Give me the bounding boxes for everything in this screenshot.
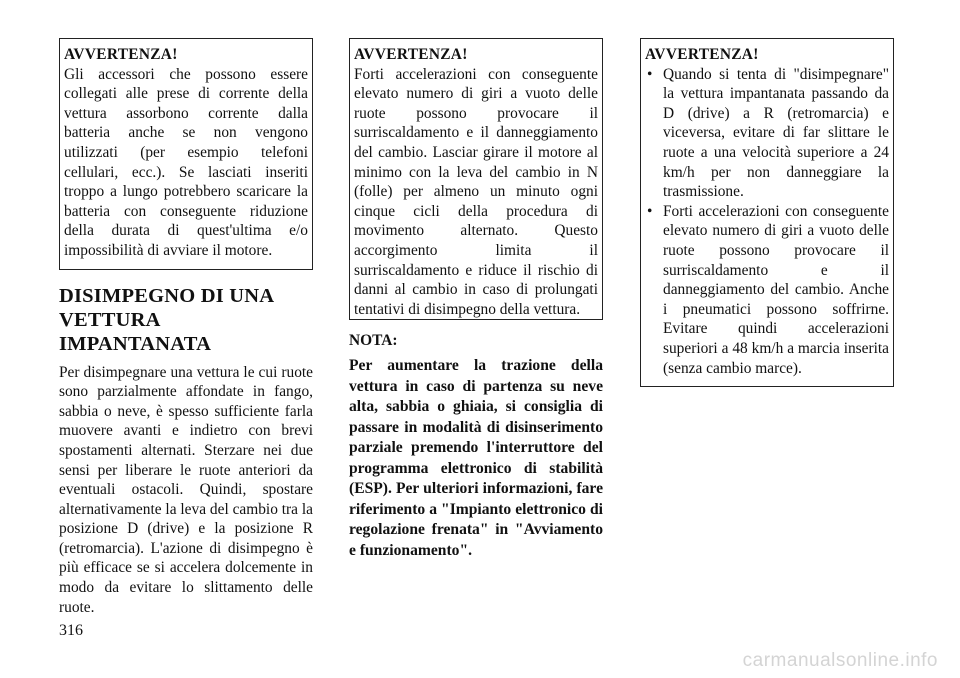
bullet-icon: • — [647, 65, 653, 83]
warning-box — [349, 38, 603, 320]
warning-box — [640, 38, 894, 387]
bullet-text: Forti accelerazioni con conseguente elevato numero di giri a vuoto delle ruote possono provocare il surriscaldamento e il danneggiamento del cambio. Anche i pneumatici possono soffrirne. Evitare quindi accelerazioni superiori a 48 km/h a marcia inserita (senza cambio marce). — [663, 202, 889, 377]
section-heading: DISIMPEGNO DI UNA VETTURA IMPANTANATA — [59, 284, 274, 355]
warning-title: AVVERTENZA! — [645, 46, 759, 63]
warning-title: AVVERTENZA! — [64, 46, 178, 63]
note-text: Per aumentare la trazione della vettura in caso di partenza su neve alta, sabbia o ghiaia, si consiglia di passare in modalità di disinserimento parziale premendo l'interruttore del programma elettronico di stabilità (ESP). Per ulteriori informazioni, fare riferimento a "Impianto elettronico di regolazione frenata" in "Avviamento e funzionamento". — [349, 357, 603, 559]
bullet-text: Quando si tenta di "disimpegnare" la vettura impantanata passando da D (drive) a R (retromarcia) e viceversa, evitare di far slittare le ruote a una velocità superiore a 24 km/h per non danneggiare la trasmissione. — [663, 65, 889, 201]
page-number: 316 — [59, 622, 83, 639]
warning-box — [59, 38, 313, 270]
warning-text: Forti accelerazioni con conseguente elevato numero di giri a vuoto delle ruote possono provocare il surriscaldamento e il danneggiamento del cambio. Lasciar girare il motore al minimo con la leva del cambio in N (folle) per almeno un minuto ogni cinque cicli della procedura di movimento alternato. Questo accorgimento limita il surriscaldamento e riduce il rischio di danni al cambio in caso di prolungati tentativi di disimpegno della vettura. — [354, 65, 598, 318]
bullet-icon: • — [647, 202, 653, 220]
warning-bullet-list — [645, 65, 889, 379]
note-label: NOTA: — [349, 332, 398, 349]
warning-text: Gli accessori che possono essere collegati alle prese di corrente della vettura assorbono corrente dalla batteria anche se non vengono utilizzati (per esempio telefoni cellulari, ecc.). Se lasciati inseriti troppo a lungo potrebbero scaricare la batteria con conseguente riduzione della durata di quest'ultima e/o impossibilità di avviare il motore. — [64, 65, 308, 259]
watermark: carmanualsonline.info — [742, 650, 938, 671]
warning-title: AVVERTENZA! — [354, 46, 468, 63]
column-left — [59, 38, 313, 617]
column-right — [640, 38, 894, 387]
body-paragraph: Per disimpegnare una vettura le cui ruote sono parzialmente affondate in fango, sabbia o neve, è spesso sufficiente farla muovere avanti e indietro con brevi spostamenti alternati. Sterzare nei due sensi per liberare le ruote anteriori da eventuali ostacoli. Quindi, spostare alternativamente la leva del cambio tra la posizione D (drive) e la posizione R (retromarcia). L'azione di disimpegno è più efficace se si accelera dolcemente in modo da evitare lo slittamento delle ruote. — [59, 363, 313, 616]
bullet-item — [645, 65, 889, 202]
column-middle — [349, 38, 603, 561]
bullet-item — [645, 202, 889, 378]
